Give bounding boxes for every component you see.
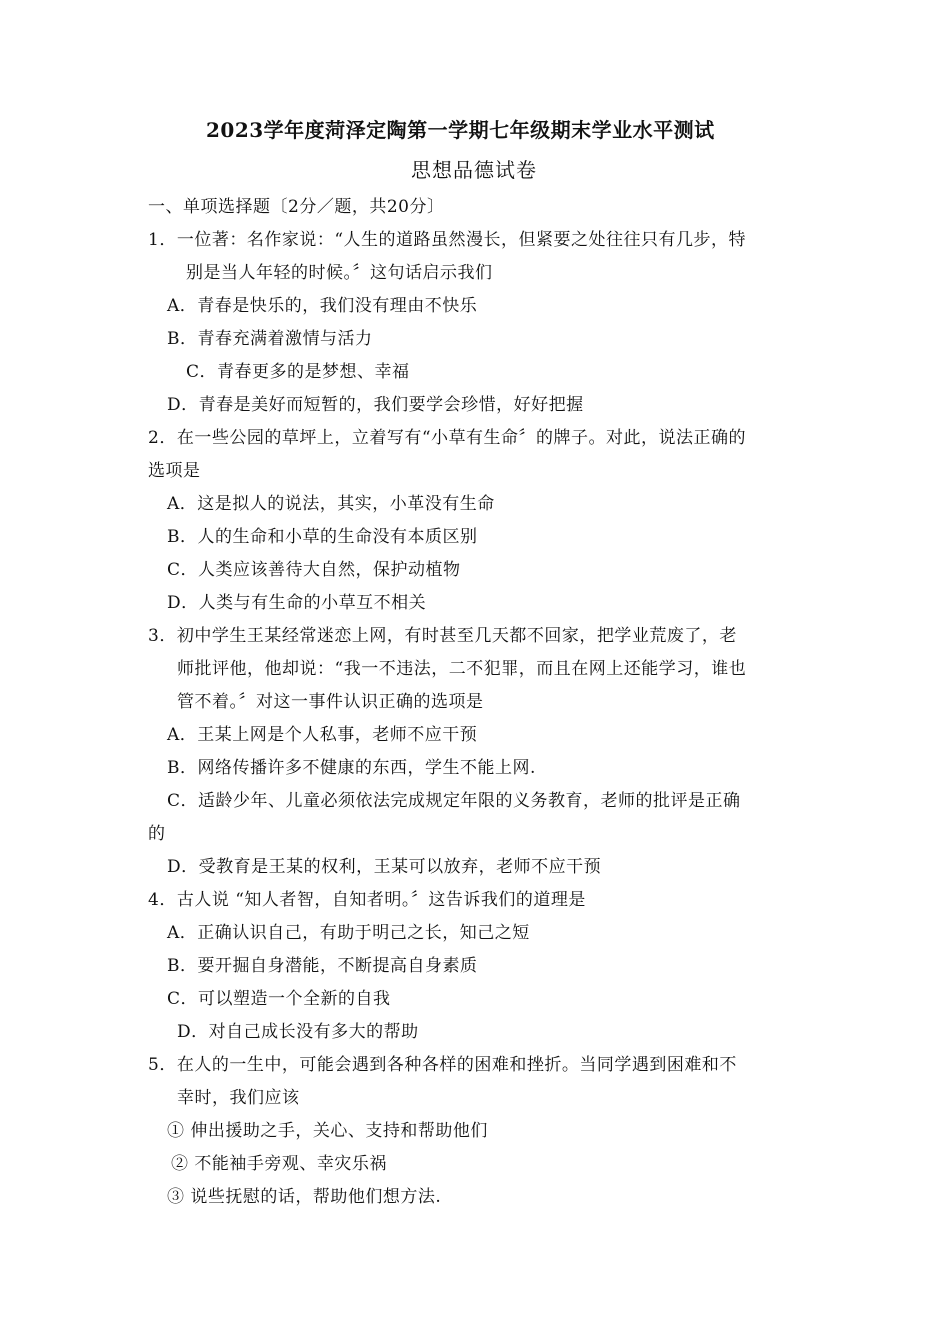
question-5-item-3: ③ 说些抚慰的话，帮助他们想方法. (167, 1187, 442, 1207)
question-5-stem-line-2: 幸时，我们应该 (177, 1088, 300, 1108)
section-heading: 一、单项选择题〔2分／题，共20分〕 (148, 197, 445, 217)
question-1-option-b: B．青春充满着激情与活力 (167, 329, 373, 349)
question-2-option-a: A．这是拟人的说法，其实，小革没有生命 (167, 494, 495, 514)
question-2-stem-line-1: 2．在一些公园的草坪上，立着写有“小草有生命〞的牌子。对此，说法正确的 (148, 428, 747, 448)
question-1-option-d: D．青春是美好而短暂的，我们要学会珍惜，好好把握 (167, 395, 584, 415)
question-4-option-d: D．对自己成长没有多大的帮助 (177, 1022, 419, 1042)
question-4-option-c: C．可以塑造一个全新的自我 (167, 989, 391, 1009)
question-1-stem-line-2: 别是当人年轻的时候。〞这句话启示我们 (186, 263, 493, 283)
question-3-option-c-continued: 的 (148, 824, 166, 844)
question-3-option-a: A．王某上网是个人私事，老师不应干预 (167, 725, 478, 745)
exam-title: 2023学年度菏泽定陶第一学期七年级期末学业水平测试 (206, 118, 715, 142)
question-2-option-c: C．人类应该善待大自然，保护动植物 (167, 560, 461, 580)
question-2-option-d: D．人类与有生命的小草互不相关 (167, 593, 427, 613)
question-5-stem-line-1: 5．在人的一生中，可能会遇到各种各样的困难和挫折。当同学遇到困难和不 (148, 1055, 737, 1075)
question-1-stem-line-1: 1．一位著：名作家说：“人生的道路虽然漫长，但紧要之处往往只有几步，特 (148, 230, 747, 250)
question-2-stem-line-2: 选项是 (148, 461, 201, 481)
question-3-stem-line-3: 管不着。〞对这一事件认识正确的选项是 (177, 692, 484, 712)
question-5-item-1: ① 伸出援助之手，关心、支持和帮助他们 (167, 1121, 488, 1141)
question-4-option-b: B．要开掘自身潜能，不断提高自身素质 (167, 956, 478, 976)
question-3-stem-line-1: 3．初中学生王某经常迷恋上网，有时甚至几天都不回家，把学业荒废了，老 (148, 626, 737, 646)
question-3-option-d: D．受教育是王某的权利，王某可以放弃，老师不应干预 (167, 857, 602, 877)
question-4-option-a: A．正确认识自己，有助于明己之长，知己之短 (167, 923, 530, 943)
question-2-option-b: B．人的生命和小草的生命没有本质区别 (167, 527, 478, 547)
question-1-option-c: C．青春更多的是梦想、幸福 (186, 362, 410, 382)
question-4-stem: 4．古人说 “知人者智，自知者明。〞这告诉我们的道理是 (148, 890, 586, 910)
question-5-item-2: ② 不能袖手旁观、幸灾乐祸 (171, 1154, 387, 1174)
question-3-option-c: C．适龄少年、儿童必须依法完成规定年限的义务教育，老师的批评是正确 (167, 791, 741, 811)
question-3-option-b: B．网络传播许多不健康的东西，学生不能上网. (167, 758, 536, 778)
exam-subtitle: 思想品德试卷 (411, 158, 537, 182)
question-3-stem-line-2: 师批评他，他却说：“我一不违法，二不犯罪，而且在网上还能学习，谁也 (177, 659, 747, 679)
question-1-option-a: A．青春是快乐的，我们没有理由不快乐 (167, 296, 478, 316)
